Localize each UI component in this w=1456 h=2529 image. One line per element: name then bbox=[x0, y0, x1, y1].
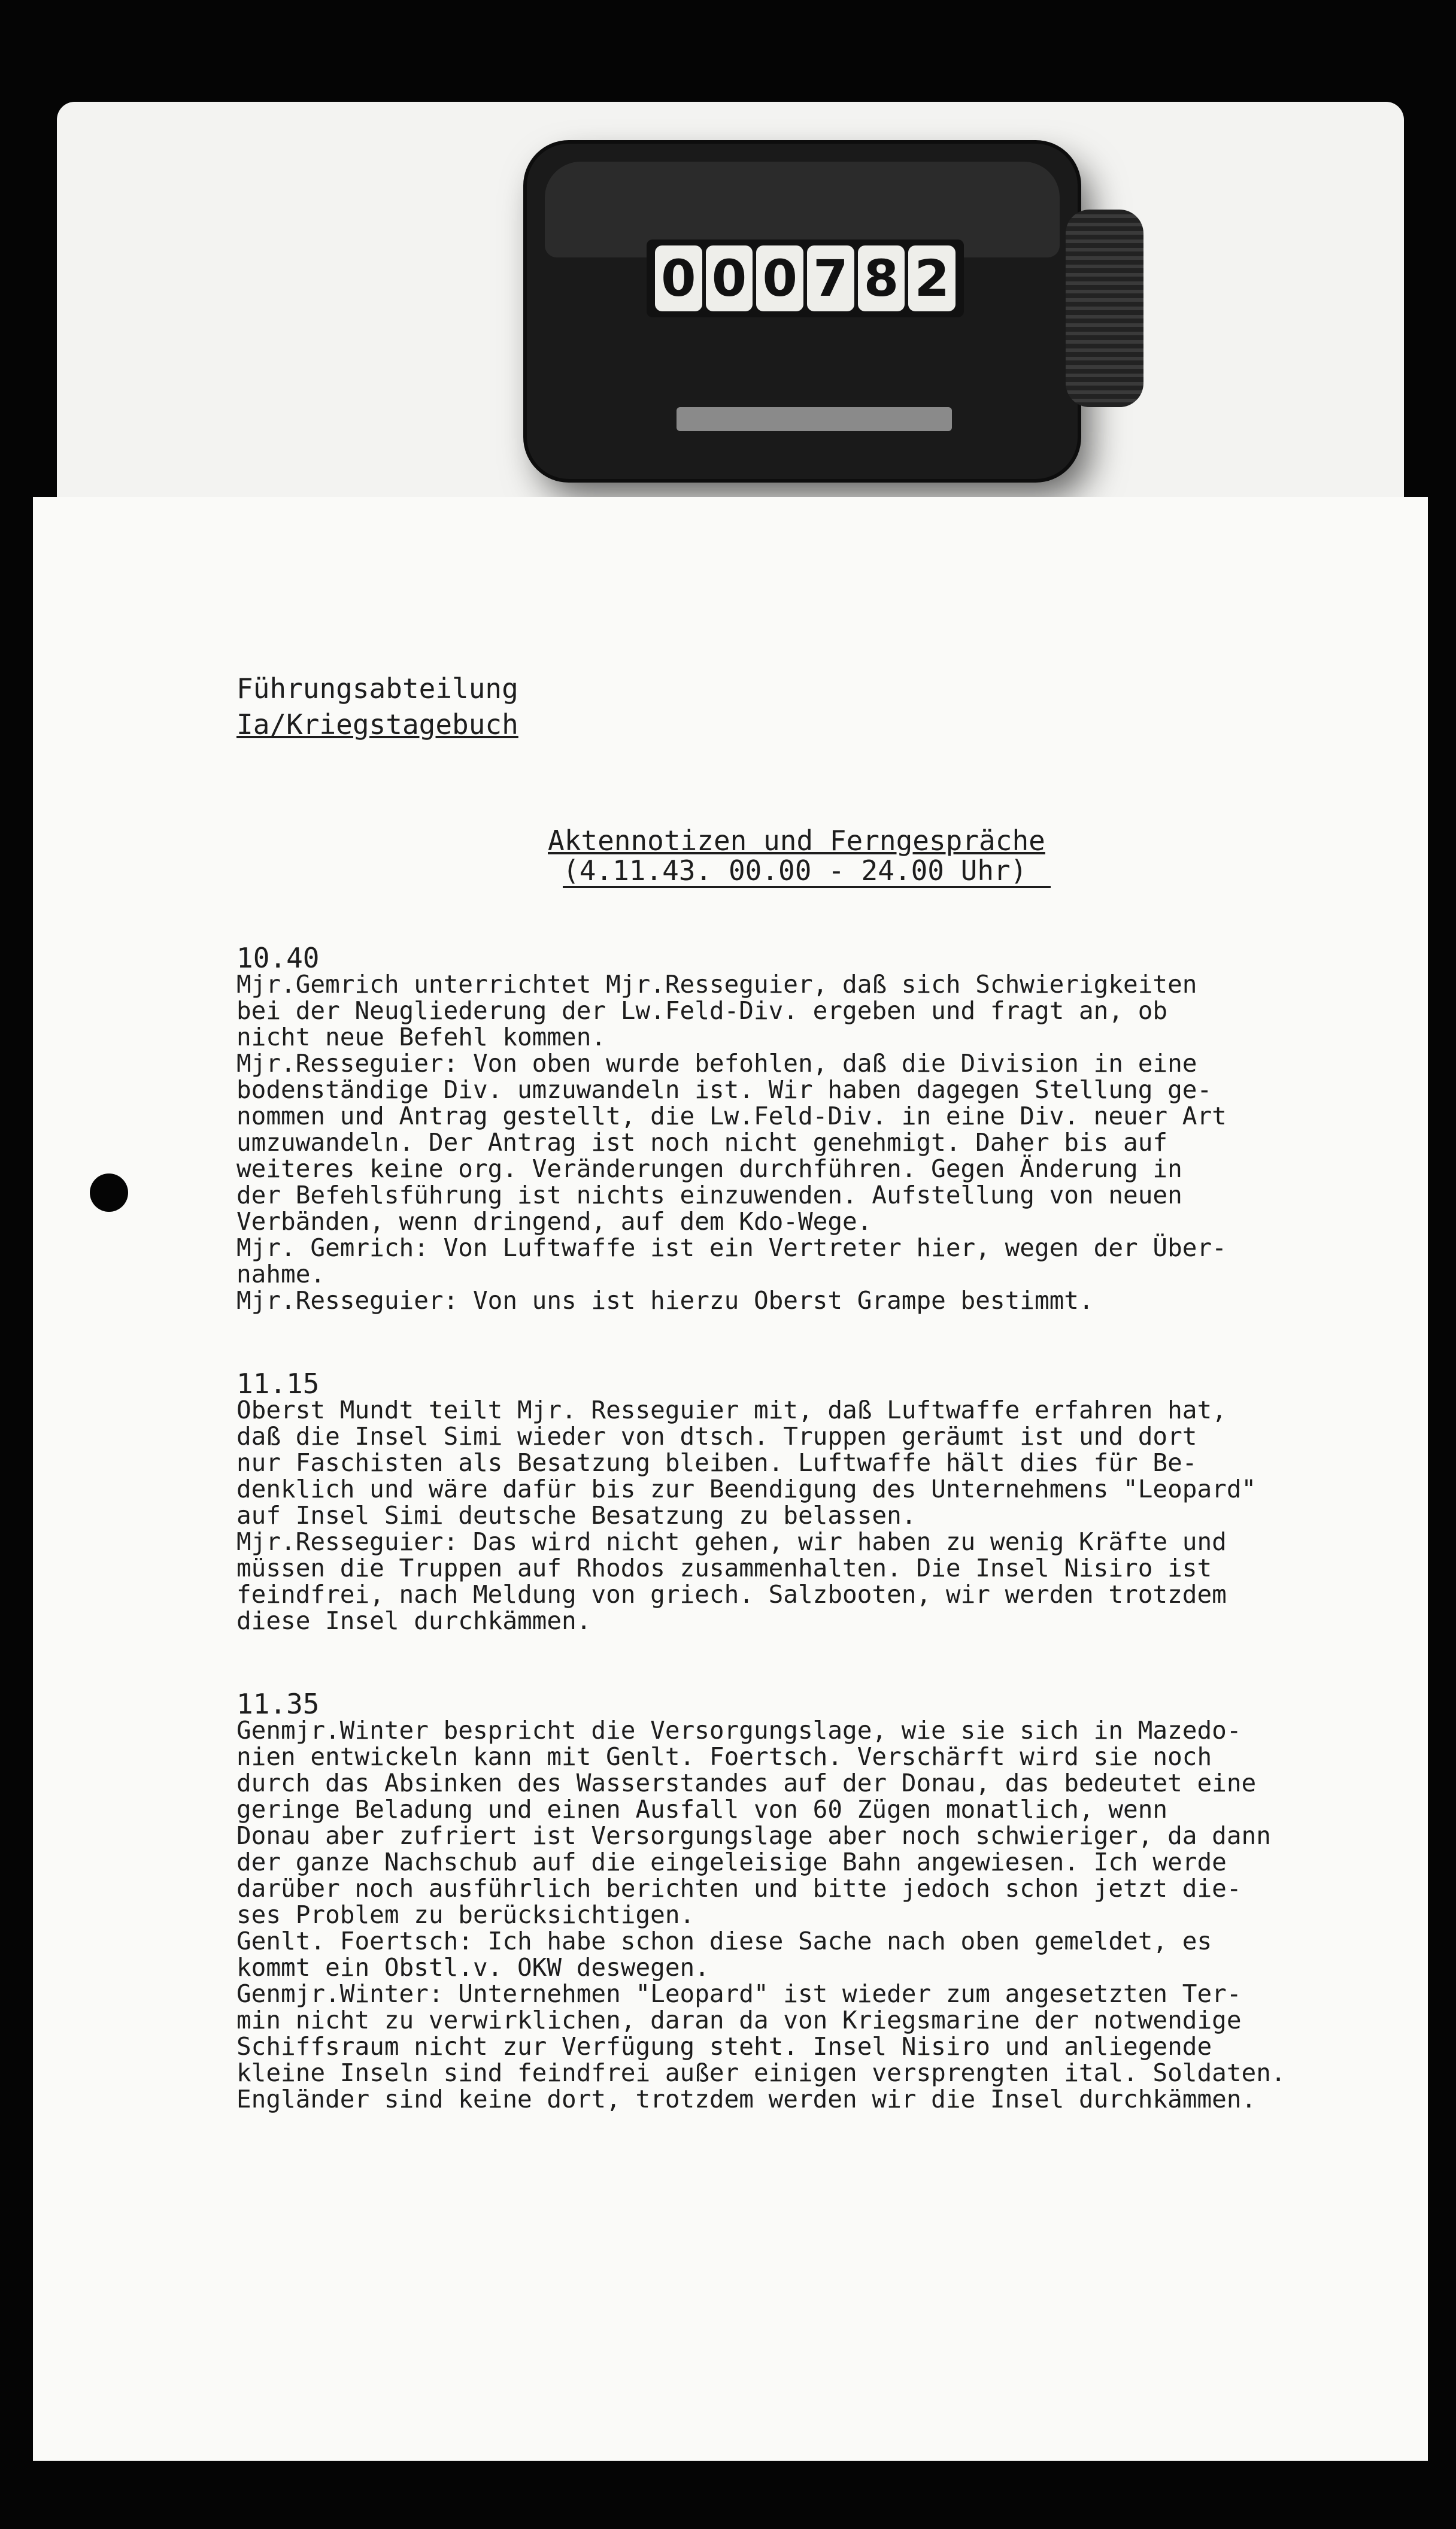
entry-text-line: nien entwickeln kann mit Genlt. Foertsch. Verschärft wird sie noch bbox=[236, 1742, 1212, 1771]
counter-window bbox=[647, 239, 964, 317]
entry-text-line: müssen die Truppen auf Rhodos zusammenhalten. Die Insel Nisiro ist bbox=[236, 1554, 1212, 1582]
entry-text-line: denklich und wäre dafür bis zur Beendigung des Unternehmens "Leopard" bbox=[236, 1475, 1257, 1503]
entry-text-line: feindfrei, nach Meldung von griech. Salzbooten, wir werden trotzdem bbox=[236, 1580, 1227, 1609]
entry-text-line: Mjr. Gemrich: Von Luftwaffe ist ein Vertreter hier, wegen der Über- bbox=[236, 1233, 1227, 1262]
punch-hole bbox=[90, 1173, 128, 1212]
entry-text-line: Schiffsraum nicht zur Verfügung steht. Insel Nisiro und anliegende bbox=[236, 2032, 1212, 2061]
counter-knob bbox=[1066, 210, 1143, 407]
entry-text-line: Mjr.Resseguier: Das wird nicht gehen, wir haben zu wenig Kräfte und bbox=[236, 1527, 1227, 1556]
frame-counter-device bbox=[527, 144, 1078, 479]
entry-text-line: Oberst Mundt teilt Mjr. Resseguier mit, daß Luftwaffe erfahren hat, bbox=[236, 1396, 1227, 1424]
header-department: Führungsabteilung bbox=[236, 672, 518, 705]
entry-text-line: bei der Neugliederung der Lw.Feld-Div. ergeben und fragt an, ob bbox=[236, 996, 1168, 1025]
entry-text-line: Donau aber zufriert ist Versorgungslage aber noch schwieriger, da dann bbox=[236, 1821, 1271, 1850]
entry-text-line: kleine Inseln sind feindfrei außer einigen versprengten ital. Soldaten. bbox=[236, 2058, 1286, 2087]
document-date-range: (4.11.43. 00.00 - 24.00 Uhr) bbox=[563, 855, 1051, 888]
entry-text-line: umzuwandeln. Der Antrag ist noch nicht genehmigt. Daher bis auf bbox=[236, 1128, 1168, 1157]
entry-text-line: geringe Beladung und einen Ausfall von 60 Zügen monatlich, wenn bbox=[236, 1795, 1168, 1824]
entry-text-line: ses Problem zu berücksichtigen. bbox=[236, 1900, 695, 1929]
entry-text-line: Mjr.Resseguier: Von oben wurde befohlen, daß die Division in eine bbox=[236, 1049, 1197, 1078]
header-war-diary: Ia/Kriegstagebuch bbox=[236, 708, 518, 741]
document-content bbox=[236, 671, 1410, 2112]
counter-digit: 0 bbox=[655, 245, 702, 311]
entry-text-line: durch das Absinken des Wasserstandes auf der Donau, das bedeutet eine bbox=[236, 1769, 1257, 1797]
entry-text-line: nicht neue Befehl kommen. bbox=[236, 1023, 606, 1051]
entry-text-line: Genlt. Foertsch: Ich habe schon diese Sache nach oben gemeldet, es bbox=[236, 1927, 1212, 1955]
entry-time: 11.35 bbox=[236, 1688, 320, 1720]
entry-text-line: Genmjr.Winter: Unternehmen "Leopard" ist wieder zum angesetzten Ter- bbox=[236, 1979, 1242, 2008]
entry-time: 11.15 bbox=[236, 1367, 320, 1400]
entry-text-line: der Befehlsführung ist nichts einzuwenden. Aufstellung von neuen bbox=[236, 1181, 1182, 1209]
entry-text-line: weiteres keine org. Veränderungen durchführen. Gegen Änderung in bbox=[236, 1154, 1182, 1183]
log-entry bbox=[236, 1367, 1410, 1635]
entry-text-line: Verbänden, wenn dringend, auf dem Kdo-Wege. bbox=[236, 1207, 872, 1236]
counter-digit: 8 bbox=[858, 245, 905, 311]
counter-digit: 7 bbox=[807, 245, 854, 311]
entry-text-line: min nicht zu verwirklichen, daran da von Kriegsmarine der notwendige bbox=[236, 2006, 1242, 2034]
counter-digit: 0 bbox=[756, 245, 803, 311]
entry-time: 10.40 bbox=[236, 942, 320, 974]
counter-digit: 2 bbox=[908, 245, 956, 311]
entry-text-line: nommen und Antrag gestellt, die Lw.Feld-Div. in eine Div. neuer Art bbox=[236, 1102, 1227, 1130]
entry-text-line: nahme. bbox=[236, 1260, 326, 1288]
entry-text-line: daß die Insel Simi wieder von dtsch. Truppen geräumt ist und dort bbox=[236, 1422, 1197, 1451]
entry-text-line: bodenständige Div. umzuwandeln ist. Wir haben dagegen Stellung ge- bbox=[236, 1075, 1212, 1104]
log-entry bbox=[236, 1688, 1410, 2113]
entry-text-line: Genmjr.Winter bespricht die Versorgungslage, wie sie sich in Mazedo- bbox=[236, 1716, 1242, 1745]
entry-text-line: Mjr.Gemrich unterrichtet Mjr.Resseguier, daß sich Schwierigkeiten bbox=[236, 970, 1197, 999]
entry-text-line: auf Insel Simi deutsche Besatzung zu belassen. bbox=[236, 1501, 917, 1530]
entry-text-line: der ganze Nachschub auf die eingeleisige Bahn angewiesen. Ich werde bbox=[236, 1848, 1227, 1876]
entries-list bbox=[236, 942, 1410, 2113]
document-title: Aktennotizen und Ferngespräche bbox=[548, 824, 1045, 857]
entry-text-line: darüber noch ausführlich berichten und bitte jedoch schon jetzt die- bbox=[236, 1874, 1242, 1903]
entry-text-line: diese Insel durchkämmen. bbox=[236, 1606, 592, 1635]
counter-digit: 0 bbox=[706, 245, 753, 311]
entry-text-line: Engländer sind keine dort, trotzdem werden wir die Insel durchkämmen. bbox=[236, 2085, 1257, 2113]
counter-slot bbox=[677, 407, 952, 431]
log-entry bbox=[236, 942, 1410, 1315]
entry-text-line: Mjr.Resseguier: Von uns ist hierzu Oberst Grampe bestimmt. bbox=[236, 1286, 1094, 1315]
document-header bbox=[236, 671, 1410, 742]
entry-text-line: kommt ein Obstl.v. OKW deswegen. bbox=[236, 1953, 709, 1982]
entry-text-line: nur Faschisten als Besatzung bleiben. Luftwaffe hält dies für Be- bbox=[236, 1448, 1197, 1477]
